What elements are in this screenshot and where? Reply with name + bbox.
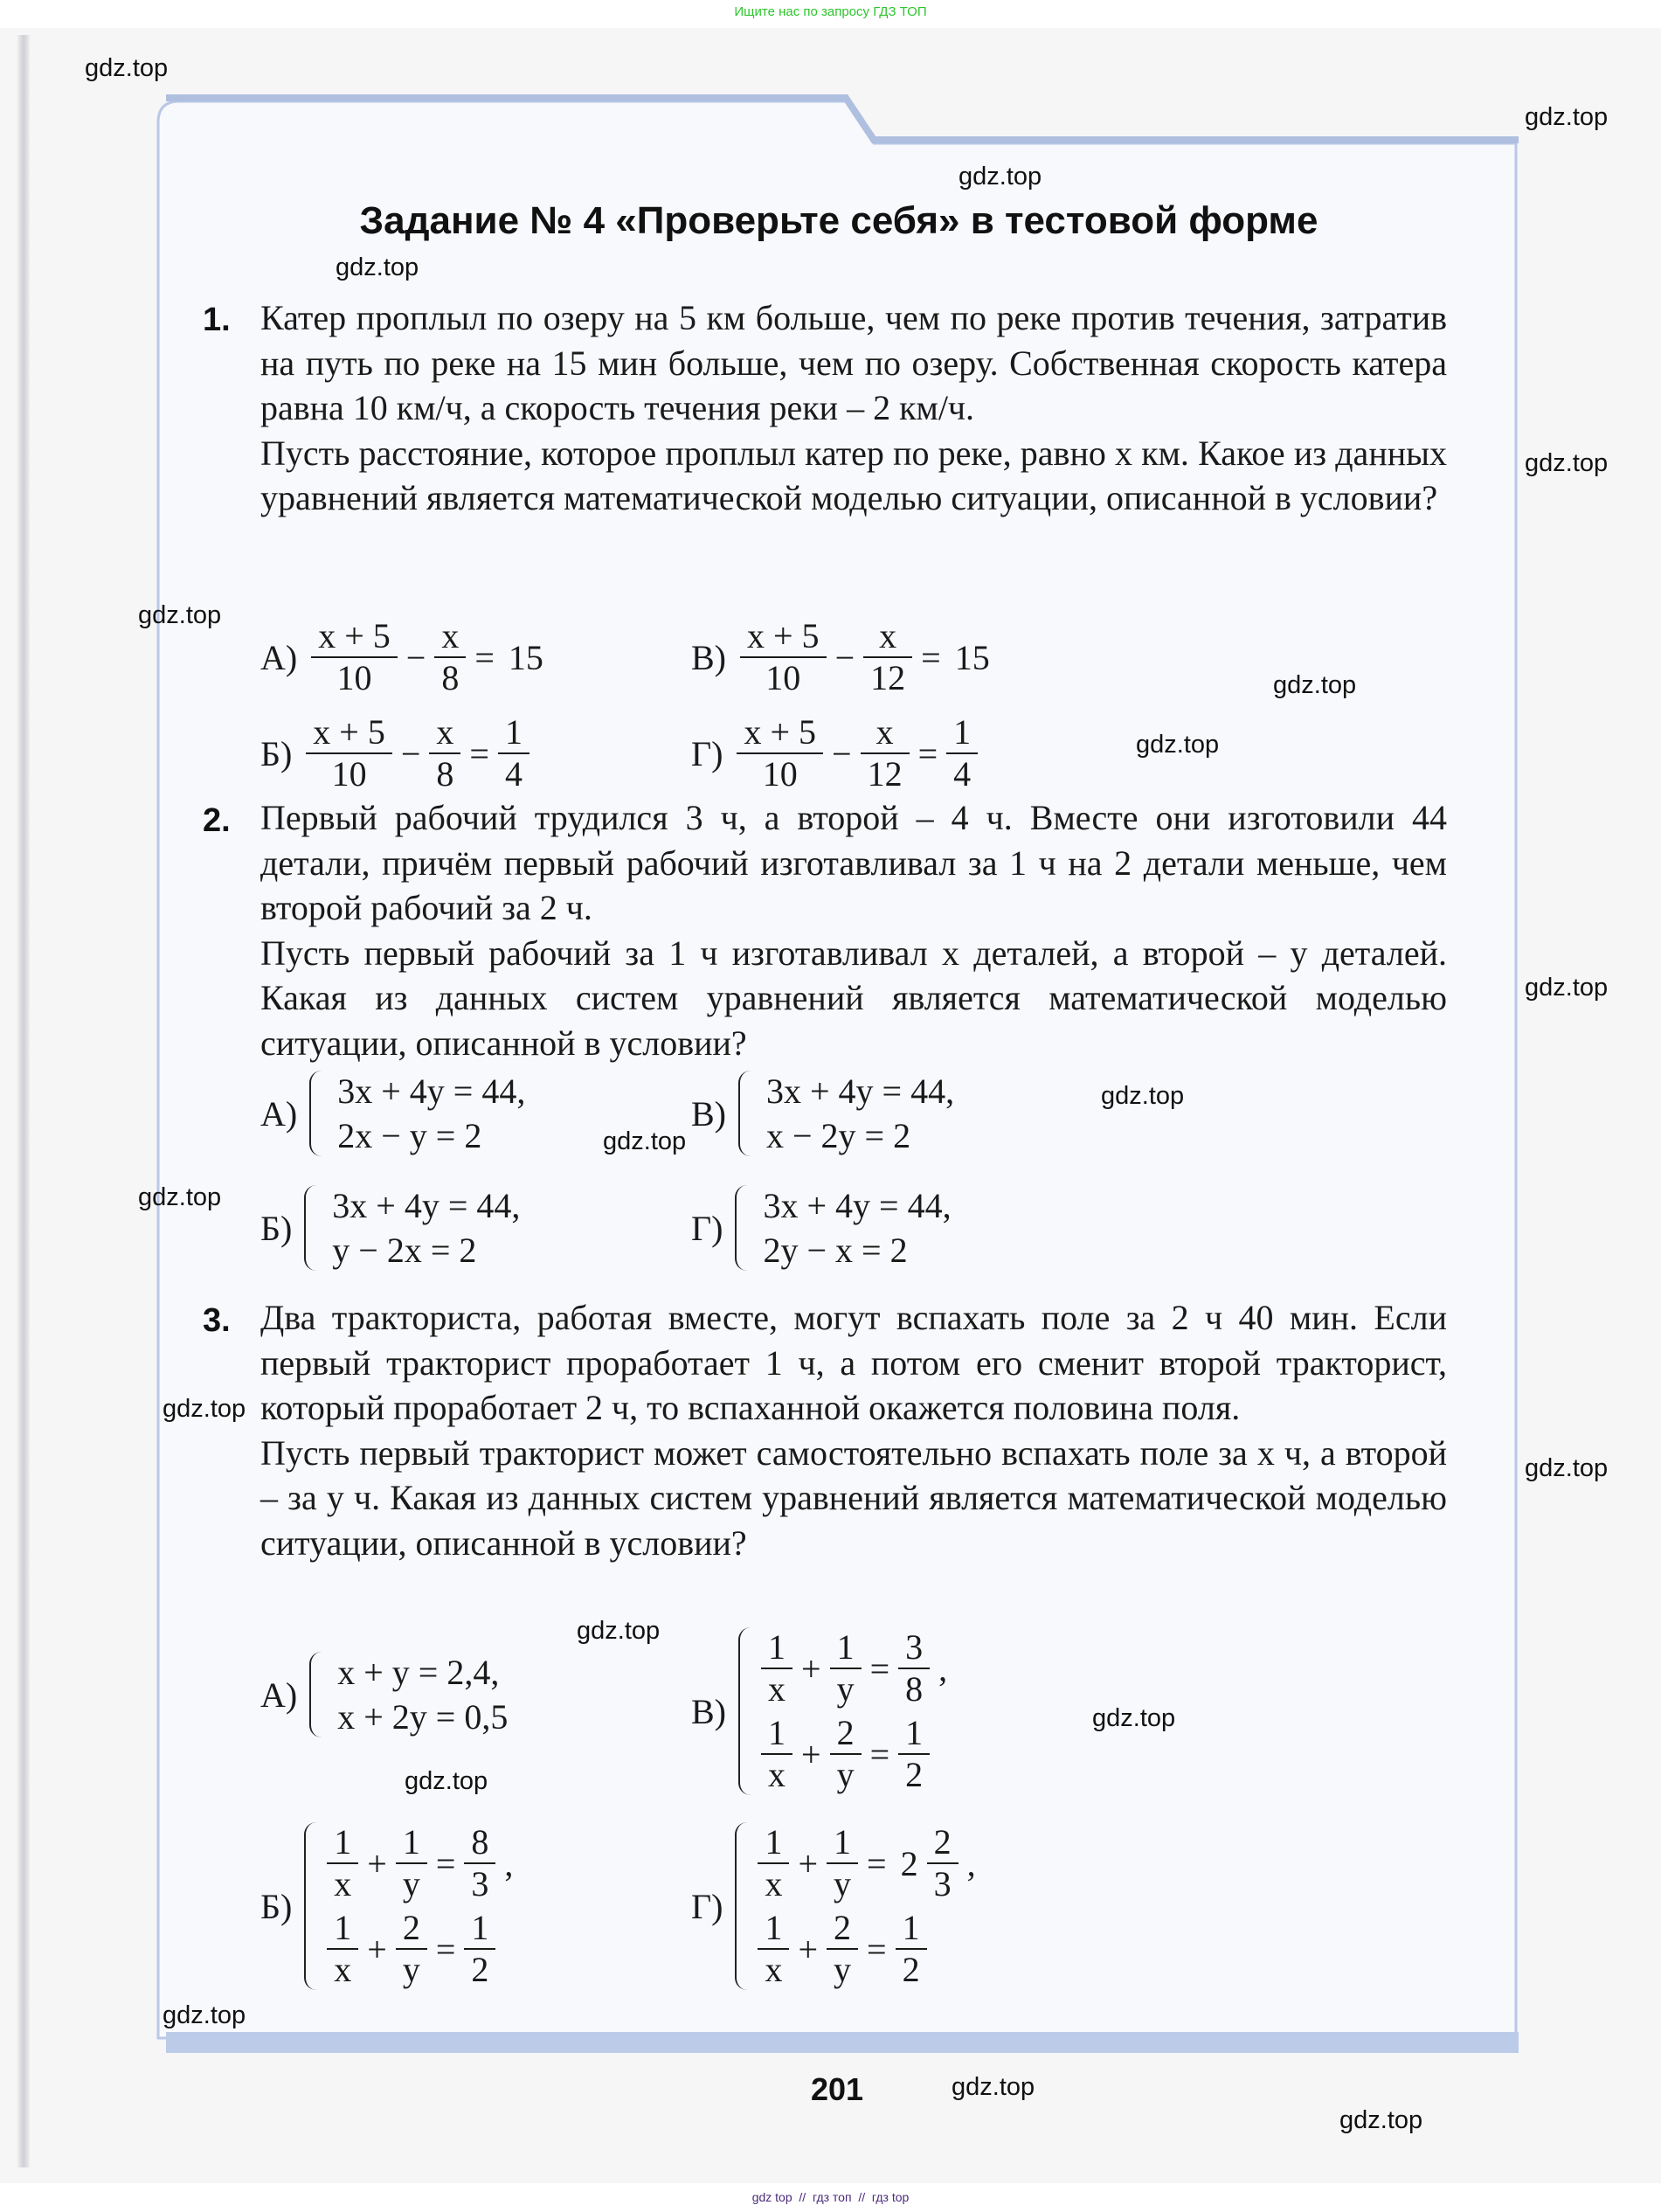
problem-1-question: Пусть расстояние, которое проплыл катер по реке, равно x км. Какое из данных уравнений является математической моделью ситуации, описанной в условии? [260, 433, 1447, 518]
math-symbol: x − 2y = 2 [766, 1116, 911, 1155]
fraction-denominator: 2 [896, 1948, 927, 1990]
math-symbol: + [367, 1929, 387, 1969]
fraction-denominator: x [327, 1862, 358, 1904]
option-label: А) [260, 1093, 298, 1134]
option-label: Г) [691, 1208, 723, 1248]
math-symbol: = [469, 733, 489, 773]
left-brace-icon [735, 1822, 749, 1990]
fraction-denominator: y [830, 1753, 862, 1795]
problem-3-number: 3. [203, 1302, 231, 1339]
fraction-numerator: 1 [768, 1627, 786, 1667]
math-symbol: x + 2y = 0,5 [337, 1697, 509, 1737]
fraction-numerator: 1 [765, 1908, 783, 1947]
fraction-numerator: 2 [834, 1908, 852, 1947]
math-symbol: − [400, 733, 421, 773]
system-equation [756, 1908, 982, 1990]
math-symbol: , [966, 1843, 976, 1883]
watermark: gdz.top [163, 1395, 246, 1423]
system-equation [330, 1696, 515, 1737]
watermark: gdz.top [959, 163, 1042, 191]
problem-3-text [260, 1295, 1447, 1566]
bottom-banner-text: gdz top // гдз топ // гдз top [751, 2190, 910, 2204]
option-label: В) [691, 1691, 726, 1731]
equation-system [304, 1822, 520, 1990]
fraction [433, 712, 457, 794]
fraction [899, 1908, 924, 1990]
problem-1-option-a [260, 616, 550, 698]
fraction-numerator: 2 [933, 1822, 952, 1862]
fraction-numerator: x [879, 616, 897, 655]
fraction [330, 1908, 355, 1990]
watermark: gdz.top [1525, 1454, 1609, 1482]
watermark: gdz.top [336, 253, 419, 281]
fraction-denominator: x [761, 1753, 792, 1795]
fraction-denominator: 3 [927, 1862, 959, 1904]
fraction-denominator: 2 [464, 1948, 495, 1990]
watermark: gdz.top [952, 2073, 1035, 2101]
math-symbol: = [435, 1843, 456, 1883]
problem-3-question: Пусть первый тракторист может самостоятельно вспахать поле за x ч, а второй – за y ч. Какая из данных систем уравнений является математической моделью ситуации, описанной в условии? [260, 1432, 1447, 1563]
watermark: gdz.top [1339, 2106, 1423, 2134]
watermark: gdz.top [138, 601, 222, 629]
fraction-denominator: 10 [737, 752, 823, 794]
problem-3-option-g [691, 1822, 983, 1990]
problem-1-number: 1. [203, 302, 231, 338]
math-symbol: = [435, 1929, 456, 1969]
math-symbol: x + y = 2,4, [337, 1653, 500, 1692]
math-symbol: − [834, 637, 855, 677]
left-brace-icon [738, 1071, 752, 1156]
option-label: А) [260, 637, 298, 677]
problem-2-condition: Первый рабочий трудился 3 ч, а второй – 4 ч. Вместе они изготовили 44 детали, причём первый рабочий изготавливал за 1 ч на 2 детали меньше, чем второй рабочий за 2 ч. [260, 798, 1447, 928]
watermark: gdz.top [1273, 671, 1357, 699]
fraction [399, 1908, 424, 1990]
fraction-denominator: x [761, 1668, 792, 1709]
problem-1-option-v [691, 616, 997, 698]
fraction-numerator: 1 [334, 1908, 352, 1947]
problem-1-text [260, 295, 1447, 521]
fraction [761, 1822, 786, 1904]
fraction [315, 616, 394, 698]
system-equation [325, 1822, 520, 1904]
watermark: gdz.top [1525, 449, 1609, 477]
math-symbol: 2 [900, 1843, 918, 1883]
option-label: В) [691, 1093, 726, 1134]
math-symbol: 15 [954, 637, 990, 677]
system-equation [759, 1627, 954, 1709]
fraction-denominator: 4 [498, 752, 529, 794]
fraction-denominator: 8 [434, 656, 466, 698]
system-equation [330, 1652, 515, 1693]
fraction-numerator: 1 [765, 1822, 783, 1862]
fraction-denominator: x [327, 1948, 358, 1990]
fraction-numerator: 1 [402, 1822, 420, 1862]
watermark: gdz.top [163, 2001, 246, 2029]
problem-3-option-a [260, 1652, 515, 1737]
fraction [740, 712, 820, 794]
option-label: В) [691, 637, 726, 677]
system-equation [325, 1185, 527, 1226]
math-symbol: = [869, 1734, 890, 1774]
fraction-numerator: x + 5 [318, 616, 391, 655]
watermark: gdz.top [85, 54, 169, 82]
system-equation [756, 1822, 982, 1904]
math-symbol: = [867, 1929, 887, 1969]
system-lines [756, 1185, 958, 1271]
math-symbol: 3x + 4y = 44, [332, 1186, 521, 1225]
fraction [761, 1908, 786, 1990]
watermark: gdz.top [138, 1183, 222, 1211]
system-lines [325, 1185, 527, 1271]
problem-2-option-g [691, 1185, 959, 1271]
option-label: Б) [260, 1886, 293, 1926]
fraction-numerator: x + 5 [744, 712, 817, 752]
system-lines [330, 1652, 515, 1737]
fraction-numerator: 2 [402, 1908, 420, 1947]
fraction-denominator: y [396, 1862, 427, 1904]
equation-system [735, 1822, 982, 1990]
problem-2-text [260, 795, 1447, 1066]
fraction [330, 1822, 355, 1904]
system-lines [759, 1071, 961, 1156]
watermark: gdz.top [577, 1617, 661, 1645]
system-equation [330, 1071, 532, 1112]
equation-system [735, 1185, 958, 1271]
math-symbol: 2y − x = 2 [763, 1231, 908, 1270]
system-equation [756, 1230, 958, 1271]
equation-system [738, 1071, 961, 1156]
problem-2-option-a [260, 1071, 532, 1156]
watermark: gdz.top [1136, 731, 1220, 759]
fraction-denominator: y [396, 1948, 427, 1990]
problem-3-option-b [260, 1822, 520, 1990]
fraction-numerator: 1 [834, 1822, 852, 1862]
fraction-denominator: 10 [306, 752, 392, 794]
page-title: Задание № 4 «Проверьте себя» в тестовой форме [359, 199, 1318, 242]
system-equation [756, 1185, 958, 1226]
bottom-bar [166, 2032, 1519, 2053]
system-equation [325, 1908, 520, 1990]
fraction-numerator: 1 [953, 712, 972, 752]
fraction-denominator: 4 [946, 752, 978, 794]
system-lines [330, 1071, 532, 1156]
problem-2-question: Пусть первый рабочий за 1 ч изготавливал x деталей, а второй – y деталей. Какая из данных систем уравнений является математической моделью ситуации, описанной в условии? [260, 933, 1447, 1063]
equation-system [309, 1652, 515, 1737]
watermark: gdz.top [405, 1767, 488, 1795]
equation-system [304, 1185, 527, 1271]
fraction-denominator: 10 [311, 656, 398, 698]
fraction [931, 1822, 955, 1904]
fraction-denominator: y [830, 1668, 862, 1709]
math-symbol: , [938, 1648, 948, 1688]
fraction [309, 712, 389, 794]
watermark: gdz.top [1525, 974, 1609, 1002]
option-label: А) [260, 1675, 298, 1715]
fraction-numerator: 1 [768, 1713, 786, 1752]
page-number: 201 [811, 2071, 864, 2107]
fraction [902, 1713, 926, 1795]
fraction [765, 1713, 789, 1795]
math-symbol: − [405, 637, 426, 677]
system-equation [759, 1115, 961, 1156]
fraction-numerator: 1 [334, 1822, 352, 1862]
fraction [744, 616, 823, 698]
fraction-numerator: 8 [471, 1822, 489, 1862]
fraction-numerator: x [875, 712, 894, 752]
fraction-denominator: 2 [898, 1753, 930, 1795]
watermark: gdz.top [1525, 103, 1609, 131]
math-symbol: 3x + 4y = 44, [766, 1071, 955, 1111]
system-equation [759, 1071, 961, 1112]
equation-system [309, 1071, 532, 1156]
option-label: Г) [691, 1886, 723, 1926]
fraction-numerator: 1 [836, 1627, 855, 1667]
option-label: Б) [260, 1208, 293, 1248]
left-brace-icon [309, 1071, 323, 1156]
fraction [467, 1822, 492, 1904]
problem-3-option-v [691, 1627, 954, 1795]
fraction [864, 712, 906, 794]
fraction [830, 1822, 855, 1904]
math-symbol: = [921, 637, 941, 677]
math-symbol: = [474, 637, 495, 677]
system-equation [325, 1230, 527, 1271]
fraction-denominator: 10 [740, 656, 827, 698]
fraction-numerator: 1 [905, 1713, 924, 1752]
math-symbol: 2x − y = 2 [337, 1116, 482, 1155]
problem-2-number: 2. [203, 802, 231, 839]
math-symbol: + [798, 1929, 819, 1969]
fraction-denominator: y [827, 1948, 858, 1990]
system-equation [759, 1713, 954, 1795]
fraction-denominator: y [827, 1862, 858, 1904]
fraction-numerator: 3 [905, 1627, 924, 1667]
fraction-denominator: 8 [429, 752, 460, 794]
fraction [438, 616, 462, 698]
bottom-banner [0, 2183, 1661, 2212]
fraction-numerator: 1 [504, 712, 523, 752]
fraction-denominator: 3 [464, 1862, 495, 1904]
fraction-numerator: x + 5 [747, 616, 820, 655]
fraction-denominator: x [758, 1948, 789, 1990]
math-symbol: + [367, 1843, 387, 1883]
math-symbol: = [917, 733, 938, 773]
problem-1-option-b [260, 712, 531, 794]
math-symbol: − [832, 733, 852, 773]
fraction [399, 1822, 424, 1904]
fraction [902, 1627, 926, 1709]
top-banner-text: Ищите нас по запросу ГДЗ ТОП [734, 4, 927, 19]
system-equation [330, 1115, 532, 1156]
left-brace-icon [309, 1652, 323, 1737]
fraction [467, 1908, 492, 1990]
fraction [834, 1713, 858, 1795]
left-brace-icon [738, 1627, 752, 1795]
math-symbol: = [867, 1843, 887, 1883]
watermark: gdz.top [1101, 1082, 1185, 1110]
fraction-numerator: 2 [836, 1713, 855, 1752]
fraction-denominator: 12 [861, 752, 910, 794]
problem-2-option-v [691, 1071, 961, 1156]
math-symbol: , [504, 1843, 514, 1883]
option-label: Г) [691, 733, 723, 773]
fraction-numerator: x [436, 712, 454, 752]
math-symbol: + [801, 1734, 821, 1774]
math-symbol: = [869, 1648, 890, 1688]
fraction-numerator: x [441, 616, 460, 655]
problem-1-condition: Катер проплыл по озеру на 5 км больше, чем по реке против течения, затратив на путь по реке на 15 мин больше, чем по озеру. Собственная скорость катера равна 10 км/ч, а скорость течения реки – 2 км/ч. [260, 298, 1447, 428]
left-brace-icon [304, 1822, 318, 1990]
equation-system [738, 1627, 954, 1795]
math-symbol: 3x + 4y = 44, [337, 1071, 526, 1111]
fraction-denominator: 8 [898, 1668, 930, 1709]
left-brace-icon [304, 1185, 318, 1271]
fraction [867, 616, 909, 698]
fraction [830, 1908, 855, 1990]
math-symbol: y − 2x = 2 [332, 1231, 477, 1270]
math-symbol: 3x + 4y = 44, [763, 1186, 952, 1225]
system-lines [759, 1627, 954, 1795]
fraction-numerator: 1 [902, 1908, 920, 1947]
problem-2-option-b [260, 1185, 527, 1271]
fraction-denominator: x [758, 1862, 789, 1904]
fraction-denominator: 12 [863, 656, 912, 698]
fraction [950, 712, 974, 794]
fraction [502, 712, 526, 794]
option-label: Б) [260, 733, 293, 773]
math-symbol: + [798, 1843, 819, 1883]
fraction-numerator: 1 [471, 1908, 489, 1947]
problem-3-condition: Два тракториста, работая вместе, могут вспахать поле за 2 ч 40 мин. Если первый тракторист проработает 1 ч, а потом его сменит второй тракторист, который проработает 2 ч, то вспаханной окажется половина поля. [260, 1298, 1447, 1428]
problem-1-option-g [691, 712, 979, 794]
watermark: gdz.top [1092, 1704, 1176, 1732]
math-symbol: 15 [508, 637, 543, 677]
left-brace-icon [735, 1185, 749, 1271]
fraction-numerator: x + 5 [313, 712, 385, 752]
watermark: gdz.top [603, 1127, 687, 1155]
fraction [834, 1627, 858, 1709]
math-symbol: + [801, 1648, 821, 1688]
fraction [765, 1627, 789, 1709]
system-lines [756, 1822, 982, 1990]
system-lines [325, 1822, 520, 1990]
